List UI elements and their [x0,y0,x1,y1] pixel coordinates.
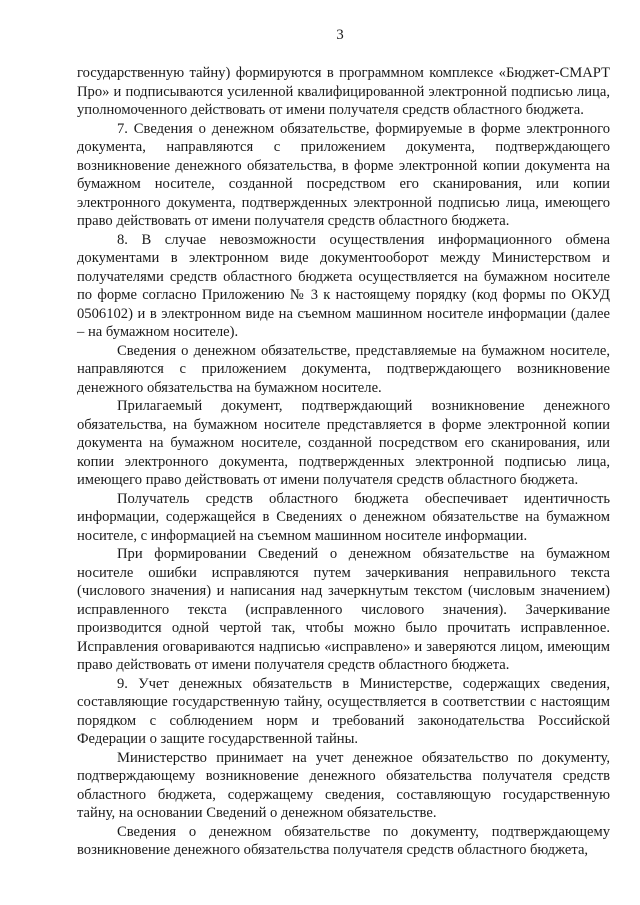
paragraph: Сведения о денежном обязательстве, представляемые на бумажном носителе, направляются с приложением документа, подтверждающего возникновение денежного обязательства на бумажном носителе. [77,342,610,396]
paragraph: Получатель средств областного бюджета обеспечивает идентичность информации, содержащейся в Сведениях о денежном обязательстве на бумажном носителе, с информацией на съемном машинном носителе информации. [77,490,610,544]
page-number: 3 [336,27,344,43]
paragraph: При формировании Сведений о денежном обязательстве на бумажном носителе ошибки исправляются путем зачеркивания неправильного текста (числового значения) и написания над зачеркнутым текстом (числовым значением) исправленного текста (исправленного числового значения). Зачеркивание производится одной чертой так, чтобы можно было прочитать исправленное. Исправления оговариваются надписью «исправлено» и заверяются лицом, имеющим право действовать от имени получателя средств областного бюджета. [77,546,610,673]
paragraph-item-7: 7. Сведения о денежном обязательстве, формируемые в форме электронного документа, направляются с приложением документа, подтверждающего возникновение денежного обязательства, в форме электронной копии документа на бумажном носителе, созданной посредством его сканирования, или копии электронного документа, подтвержденных электронной подписью лица, имеющего право действовать от имени получателя средств областного бюджета. [77,120,610,229]
paragraph-partial: Сведения о денежном обязательстве по документу, подтверждающему возникновение денежного обязательства получателя средств областного бюджета, [77,823,610,858]
paragraph: Министерство принимает на учет денежное обязательство по документу, подтверждающему возникновение денежного обязательства получателя средств областного бюджета, содержащему сведения, составляющую государственную тайну, на основании Сведений о денежном обязательстве. [77,749,610,821]
paragraph-continuation: государственную тайну) формируются в программном комплексе «Бюджет-СМАРТ Про» и подписываются усиленной квалифицированной электронной подписью лица, уполномоченного действовать от имени получателя средств областного бюджета. [77,65,610,118]
document-body [77,64,610,860]
paragraph-item-8: 8. В случае невозможности осуществления информационного обмена документами в электронном виде документооборот между Министерством и получателями средств областного бюджета осуществляется на бумажном носителе по форме согласно Приложению № 3 к настоящему порядку (код формы по ОКУД 0506102) и в электронном виде на съемном машинном носителе информации (далее – на бумажном носителе). [77,231,610,340]
paragraph-item-9: 9. Учет денежных обязательств в Министерстве, содержащих сведения, составляющие государственную тайну, осуществляется в соответствии с настоящим порядком с соблюдением норм и требований законодательства Российской Федерации о защите государственной тайны. [77,675,610,747]
paragraph: Прилагаемый документ, подтверждающий возникновение денежного обязательства, на бумажном носителе представляется в форме электронной копии документа на бумажном носителе, созданной посредством его сканирования, или копии электронного документа, подтвержденных электронной подписью лица, имеющего право действовать от имени получателя средств областного бюджета. [77,398,610,488]
